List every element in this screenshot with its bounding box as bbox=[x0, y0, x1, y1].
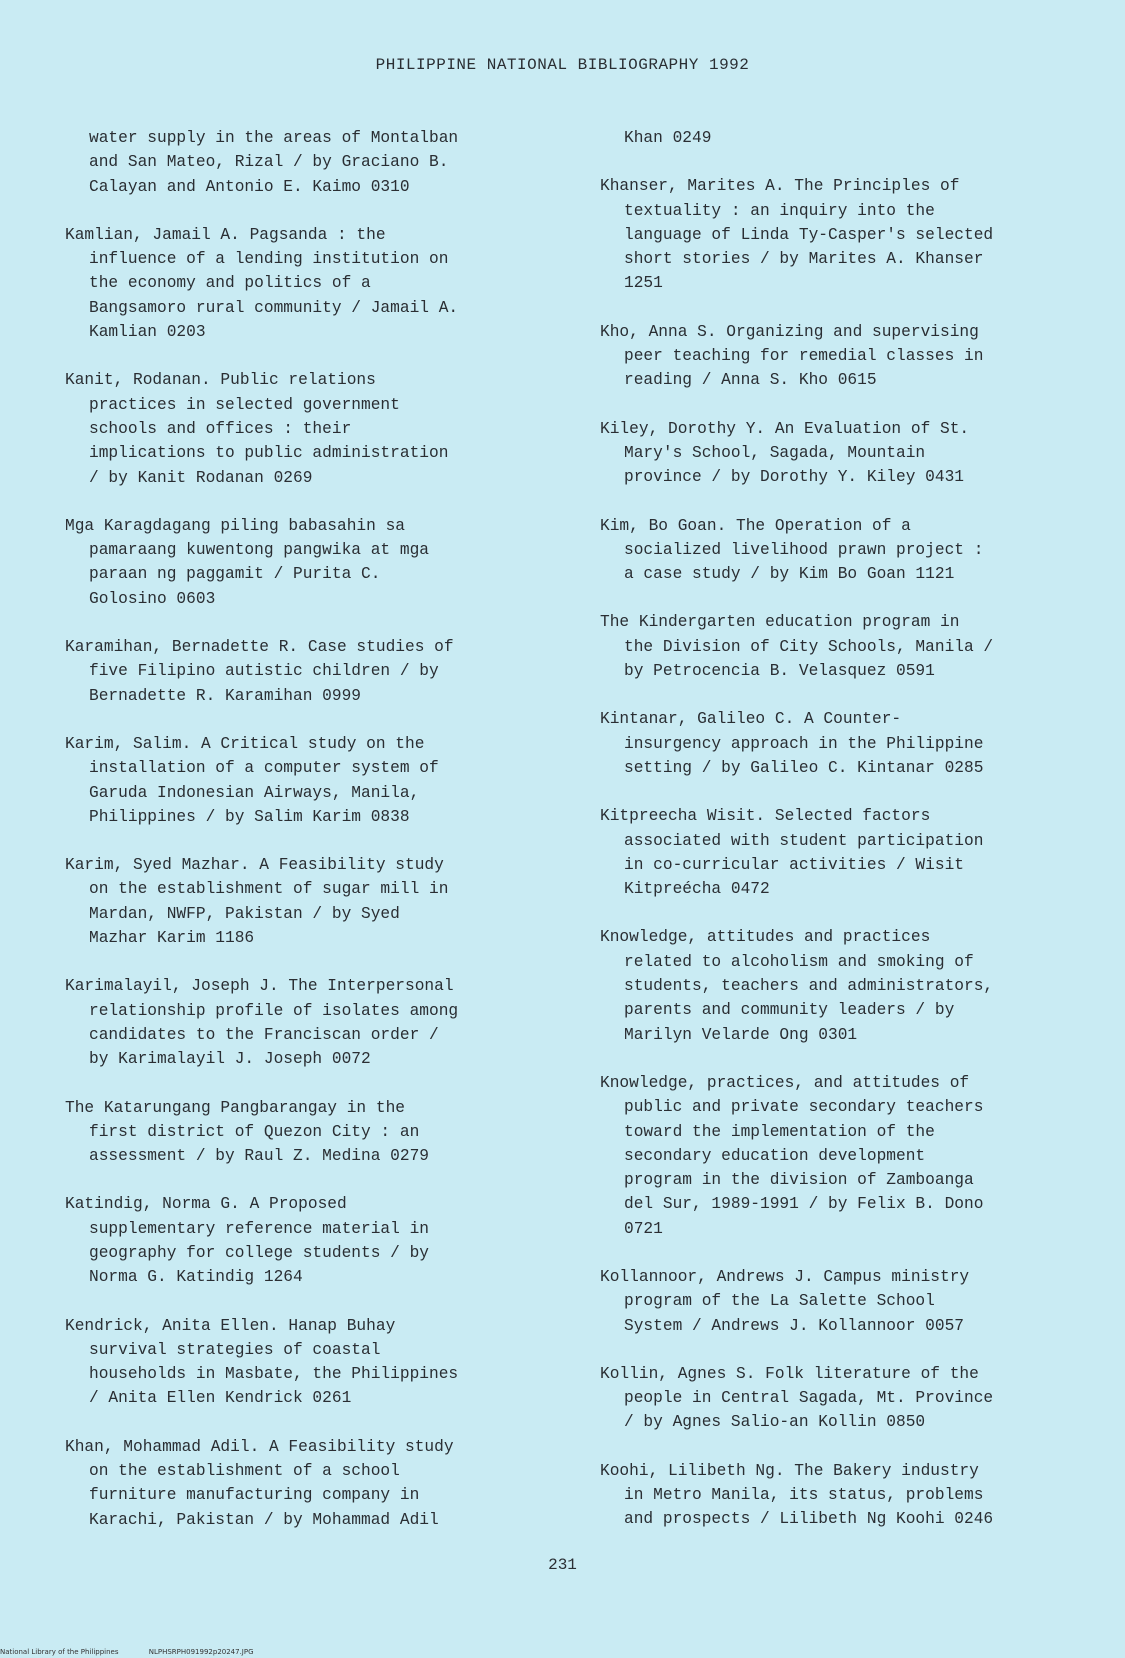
bib-entry: Karimalayil, Joseph J. The Interpersonal relationship profile of isolates among candidates to the Franciscan order / by Karimalayil J. Joseph 0072 bbox=[65, 977, 459, 1069]
bib-entry: Kim, Bo Goan. The Operation of a socialized livelihood prawn project : a case study / by Kim Bo Goan 1121 bbox=[600, 516, 984, 584]
bib-entry: Koohi, Lilibeth Ng. The Bakery industry in Metro Manila, its status, problems and prospects / Lilibeth Ng Koohi 0246 bbox=[600, 1461, 994, 1529]
bib-entry: Mga Karagdagang piling babasahin sa pamaraang kuwentong pangwika at mga paraan ng paggamit / Purita C. Golosino 0603 bbox=[65, 516, 429, 608]
left-column bbox=[65, 126, 555, 1532]
bib-entry: Kintanar, Galileo C. A Counter- insurgency approach in the Philippine setting / by Galileo C. Kintanar 0285 bbox=[600, 710, 984, 777]
bib-entry: Knowledge, attitudes and practices related to alcoholism and smoking of students, teachers and administrators, parents and community leaders / by Marilyn Velarde Ong 0301 bbox=[600, 928, 994, 1044]
footer-source: National Library of the Philippines bbox=[0, 1648, 119, 1656]
bib-entry: Katindig, Norma G. A Proposed supplementary reference material in geography for college students / by Norma G. Katindig 1264 bbox=[65, 1195, 429, 1287]
bib-entry: Kollannoor, Andrews J. Campus ministry program of the La Salette School System / Andrews J. Kollannoor 0057 bbox=[600, 1267, 970, 1335]
bib-entry: Karamihan, Bernadette R. Case studies of five Filipino autistic children / by Bernadette R. Karamihan 0999 bbox=[65, 638, 454, 705]
bib-entry: Karim, Syed Mazhar. A Feasibility study on the establishment of sugar mill in Mardan, NWFP, Pakistan / by Syed Mazhar Karim 1186 bbox=[65, 856, 449, 948]
bib-entry: Kitpreecha Wisit. Selected factors associated with student participation in co-curricular activities / Wisit Kitpreécha 0472 bbox=[600, 807, 984, 899]
bib-entry: The Kindergarten education program in the Division of City Schools, Manila / by Petrocencia B. Velasquez 0591 bbox=[600, 613, 994, 681]
bib-entry: Kamlian, Jamail A. Pagsanda : the influence of a lending institution on the economy and politics of a Bangsamoro rural community / Jamail A. Kamlian 0203 bbox=[65, 225, 459, 342]
running-header: PHILIPPINE NATIONAL BIBLIOGRAPHY 1992 bbox=[375, 56, 750, 74]
bib-entry: Kiley, Dorothy Y. An Evaluation of St. Mary's School, Sagada, Mountain province / by Dorothy Y. Kiley 0431 bbox=[600, 419, 970, 487]
bib-entry: Knowledge, practices, and attitudes of public and private secondary teachers toward the implementation of the secondary education development program in the division of Zamboanga del Sur, 1989-1991 / by Felix B. Dono 0721 bbox=[600, 1073, 984, 1238]
bib-entry: Kendrick, Anita Ellen. Hanap Buhay survival strategies of coastal households in Masbate, the Philippines / Anita Ellen Kendrick 0261 bbox=[65, 1316, 459, 1408]
bib-entry: Kollin, Agnes S. Folk literature of the people in Central Sagada, Mt. Province / by Agnes Salio-an Kollin 0850 bbox=[600, 1364, 994, 1432]
bib-entry: water supply in the areas of Montalban and San Mateo, Rizal / by Graciano B. Calayan and Antonio E. Kaimo 0310 bbox=[89, 129, 459, 196]
bib-entry: Karim, Salim. A Critical study on the installation of a computer system of Garuda Indonesian Airways, Manila, Philippines / by Salim Karim 0838 bbox=[65, 734, 439, 826]
page-number: 231 bbox=[548, 1556, 577, 1574]
bib-entry: Khan 0249 bbox=[624, 129, 712, 147]
scan-footer bbox=[0, 1648, 282, 1656]
bib-entry: Khanser, Marites A. The Principles of textuality : an inquiry into the language of Linda Ty-Casper's selected short stories / by Marites A. Khanser 1251 bbox=[600, 177, 994, 293]
bib-entry: Khan, Mohammad Adil. A Feasibility study on the establishment of a school furniture manufacturing company in Karachi, Pakistan / by Mohammad Adil bbox=[65, 1437, 454, 1529]
bib-entry: The Katarungang Pangbarangay in the first district of Quezon City : an assessment / by Raul Z. Medina 0279 bbox=[65, 1098, 429, 1166]
right-column bbox=[600, 126, 1090, 1532]
bib-entry: Kanit, Rodanan. Public relations practices in selected government schools and offices : their implications to public administration / by Kanit Rodanan 0269 bbox=[65, 371, 449, 487]
footer-file: NLPHSRPH091992p20247.JPG bbox=[148, 1648, 254, 1656]
bib-entry: Kho, Anna S. Organizing and supervising peer teaching for remedial classes in reading / Anna S. Kho 0615 bbox=[600, 322, 984, 390]
